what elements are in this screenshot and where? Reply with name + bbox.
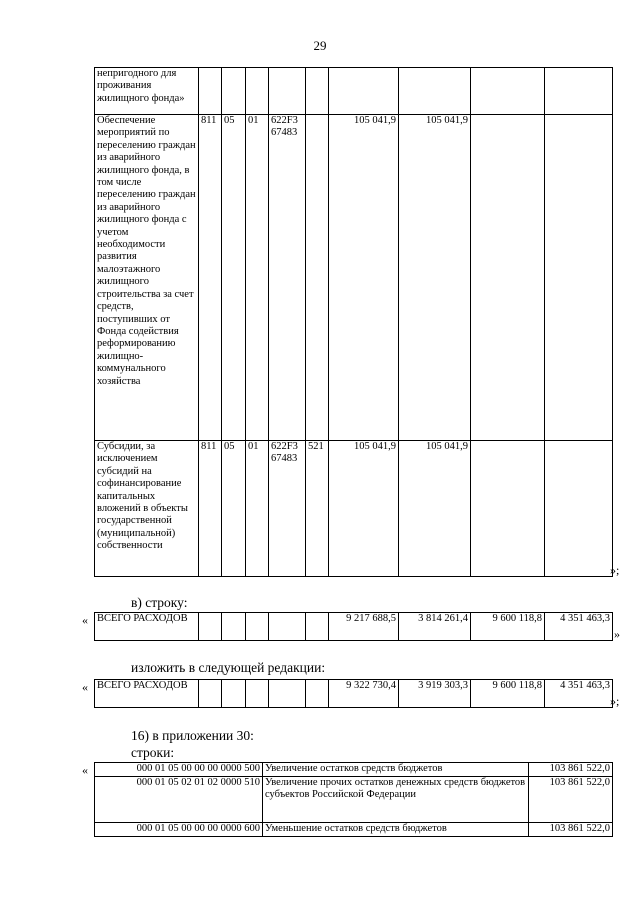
code-subsection: 01	[246, 441, 269, 577]
budget-code: 000 01 05 02 01 02 0000 510	[95, 777, 263, 823]
row-description: Уменьшение остатков средств бюджетов	[263, 823, 529, 837]
row-description: Увеличение прочих остатков денежных средств бюджетов субъектов Российской Федерации	[263, 777, 529, 823]
code-expense-type	[306, 115, 329, 441]
value-3	[471, 441, 545, 577]
value-4	[545, 115, 613, 441]
close-quote: »	[614, 627, 620, 641]
value-1: 9 217 688,5	[329, 613, 399, 641]
row-name: ВСЕГО РАСХОДОВ	[95, 613, 199, 641]
code-subsection: 01	[246, 115, 269, 441]
budget-code: 000 01 05 00 00 00 0000 600	[95, 823, 263, 837]
value-2: 3 814 261,4	[399, 613, 471, 641]
table-row	[95, 613, 613, 641]
row-name: ВСЕГО РАСХОДОВ	[95, 680, 199, 708]
budget-table	[94, 67, 613, 577]
row-description: Увеличение остатков средств бюджетов	[263, 763, 529, 777]
row-name: непригодного для проживания жилищного фонда»	[95, 68, 199, 115]
section-new-label: изложить в следующей редакции:	[131, 660, 326, 675]
row-value: 103 861 522,0	[529, 763, 613, 777]
code-section: 05	[222, 441, 246, 577]
row-name: Субсидии, за исключением субсидий на софинансирование капитальных вложений в объекты государственной (муниципальной) собственности	[95, 441, 199, 577]
code-target: 622F3 67483	[269, 441, 306, 577]
page-number: 29	[313, 38, 327, 53]
value-4	[545, 441, 613, 577]
code-section: 05	[222, 115, 246, 441]
value-3: 9 600 118,8	[471, 613, 545, 641]
budget-code: 000 01 05 00 00 00 0000 500	[95, 763, 263, 777]
value-1: 9 322 730,4	[329, 680, 399, 708]
table-row	[95, 680, 613, 708]
value-3	[471, 115, 545, 441]
code-expense-type: 521	[306, 441, 329, 577]
total-table-old	[94, 612, 613, 641]
table-row	[95, 823, 613, 837]
table-row	[95, 115, 613, 441]
closing-quote: »;	[610, 563, 620, 577]
value-1: 105 041,9	[329, 441, 399, 577]
value-4: 4 351 463,3	[545, 613, 613, 641]
value-3: 9 600 118,8	[471, 680, 545, 708]
row-value: 103 861 522,0	[529, 777, 613, 823]
code-ministry: 811	[199, 441, 222, 577]
code-ministry: 811	[199, 115, 222, 441]
row-value: 103 861 522,0	[529, 823, 613, 837]
close-quote: »;	[610, 694, 620, 708]
value-2: 3 919 303,3	[399, 680, 471, 708]
table-row	[95, 777, 613, 823]
table-row	[95, 441, 613, 577]
open-quote: «	[82, 680, 88, 694]
table-row	[95, 763, 613, 777]
code-target: 622F3 67483	[269, 115, 306, 441]
value-2: 105 041,9	[399, 115, 471, 441]
section-16-sublabel: строки:	[131, 745, 175, 760]
section-16-label: 16) в приложении 30:	[131, 728, 254, 743]
value-4: 4 351 463,3	[545, 680, 613, 708]
open-quote: «	[82, 613, 88, 627]
appendix-30-table	[94, 762, 613, 837]
table-row	[95, 68, 613, 115]
row-name: Обеспечение мероприятий по переселению граждан из аварийного жилищного фонда, в том числе переселению граждан из аварийного жилищного фонда с учетом необходимости развития малоэтажного жилищного строительства за счет средств, поступивших от Фонда содействия реформированию жилищно-коммунального хозяйства	[95, 115, 199, 441]
open-quote: «	[82, 763, 88, 777]
value-2: 105 041,9	[399, 441, 471, 577]
value-1: 105 041,9	[329, 115, 399, 441]
total-table-new	[94, 679, 613, 708]
section-v-label: в) строку:	[131, 595, 188, 610]
